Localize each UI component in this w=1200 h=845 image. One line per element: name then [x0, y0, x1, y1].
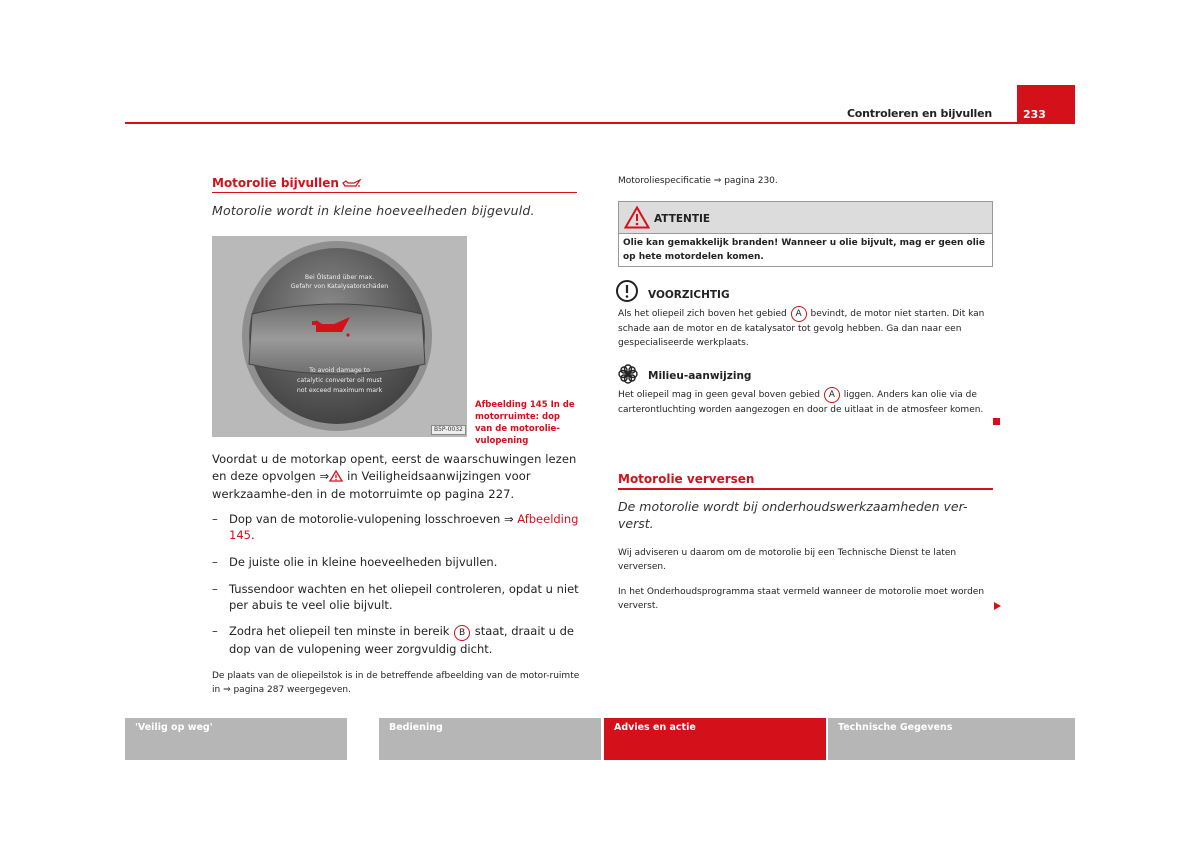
exclamation-circle-icon — [615, 279, 639, 307]
figure-caption-label: Afbeelding 145 — [475, 400, 548, 410]
step-dash: – — [212, 624, 218, 638]
step-dash: – — [212, 512, 218, 526]
step-text: staat, draait u de dop van de vulopening weer zorgvuldig dicht. — [229, 624, 574, 656]
step-text: Tussendoor wachten en het oliepeil controleren, opdat u niet per abuis te veel olie bijvult. — [229, 582, 579, 612]
oil-spec-reference: Motoroliespecificatie ⇒ pagina 230. — [618, 176, 778, 186]
caution-title: VOORZICHTIG — [648, 289, 730, 301]
attention-title: ATTENTIE — [654, 213, 711, 225]
step-end: . — [250, 528, 255, 542]
nav-tab-advies-en-actie[interactable]: Advies en actie — [604, 718, 826, 760]
step-item — [212, 554, 584, 570]
header-rule — [125, 122, 1075, 124]
eco-text: Het oliepeil mag in geen geval boven gebied — [618, 390, 820, 400]
warning-triangle-icon — [624, 206, 650, 233]
cap-text-bottom-line: To avoid damage to — [309, 367, 370, 374]
section-title: Controleren en bijvullen — [846, 107, 992, 120]
step-text: Dop van de motorolie-vulopening losschroeven ⇒ — [229, 512, 514, 526]
attention-body: Olie kan gemakkelijk branden! Wanneer u olie bijvult, mag er geen olie op hete motordelen komen. — [623, 238, 985, 262]
cap-text-bottom — [287, 366, 392, 396]
cap-text-top — [282, 273, 397, 291]
attention-header — [619, 202, 992, 234]
nav-tab-bediening[interactable]: Bediening — [379, 718, 601, 760]
cap-text-bottom-line: not exceed maximum mark — [296, 387, 383, 394]
step-item — [212, 581, 584, 613]
left-heading — [212, 176, 362, 192]
right-paragraph: Wij adviseren u daarom om de motorolie bij een Technische Dienst te laten verversen. — [618, 548, 957, 572]
section-end-marker — [993, 418, 1000, 425]
figure-caption-text: In de motorruimte: dop van de motorolie-vulopening — [475, 400, 575, 446]
figure-link[interactable]: Afbeelding 145 — [229, 512, 579, 542]
continue-arrow-icon — [994, 602, 1001, 610]
oil-can-icon — [342, 178, 362, 192]
range-b-badge: B — [454, 625, 470, 641]
caution-text: Als het oliepeil zich boven het gebied — [618, 309, 787, 319]
range-a-badge: A — [824, 387, 840, 403]
oil-cap-illustration — [212, 236, 467, 437]
eco-text: liggen. Anders kan olie via de carterontluchting worden aangezogen en door de uitlaat in de atmosfeer komen. — [618, 390, 984, 415]
eco-body — [618, 387, 996, 417]
dipstick-note: De plaats van de oliepeilstok is in de betreffende afbeelding van de motor-ruimte in ⇒ pagina 287 weergegeven. — [212, 671, 580, 695]
figure-caption — [475, 399, 575, 447]
right-heading: Motorolie verversen — [618, 472, 755, 486]
step-text: De juiste olie in kleine hoeveelheden bijvullen. — [229, 555, 498, 569]
figure-code: B5P-0032 — [431, 425, 466, 435]
left-heading-rule — [212, 192, 577, 193]
nav-tab-technische-gegevens[interactable]: Technische Gegevens — [828, 718, 1075, 760]
cap-text-bottom-line: catalytic converter oil must — [297, 377, 382, 384]
oil-cap-figure — [212, 236, 467, 437]
cap-text-top-line: Gefahr von Katalysatorschäden — [290, 283, 389, 290]
attention-box — [618, 201, 993, 267]
step-dash: – — [212, 555, 218, 569]
left-subtitle: Motorolie wordt in kleine hoeveelheden bijgevuld. — [212, 203, 535, 218]
step-item — [212, 623, 584, 657]
right-heading-rule — [618, 488, 993, 490]
right-paragraph: In het Onderhoudsprogramma staat vermeld wanneer de motorolie moet worden ververst. — [618, 587, 985, 611]
flower-icon — [617, 363, 639, 389]
intro-text: in Veiligheidsaanwijzingen voor werkzaamhe-den in de motorruimte op pagina 227. — [212, 468, 531, 501]
right-subtitle: De motorolie wordt bij onderhoudswerkzaamheden ver-verst. — [618, 499, 968, 531]
caution-text: bevindt, de motor niet starten. Dit kan schade aan de motor en de katalysator tot gevolg hebben. Ga dan naar een gespecialiseerde werkplaats. — [618, 309, 985, 348]
intro-text: Voordat u de motorkap opent, eerst de waarschuwingen lezen en deze opvolgen ⇒ — [212, 452, 577, 483]
warning-triangle-icon — [329, 470, 343, 487]
nav-tab-veilig-op-weg[interactable]: 'Veilig op weg' — [125, 718, 347, 760]
intro-paragraph — [212, 451, 584, 503]
eco-title: Milieu-aanwijzing — [648, 370, 752, 382]
cap-text-top-line: Bei Ölstand über max. — [304, 274, 375, 281]
step-dash: – — [212, 582, 218, 596]
left-heading-text: Motorolie bijvullen — [212, 176, 339, 190]
step-item — [212, 511, 584, 543]
range-a-badge: A — [791, 306, 807, 322]
caution-body — [618, 306, 996, 350]
step-text: Zodra het oliepeil ten minste in bereik — [229, 624, 450, 638]
page-number: 233 — [1017, 85, 1075, 124]
